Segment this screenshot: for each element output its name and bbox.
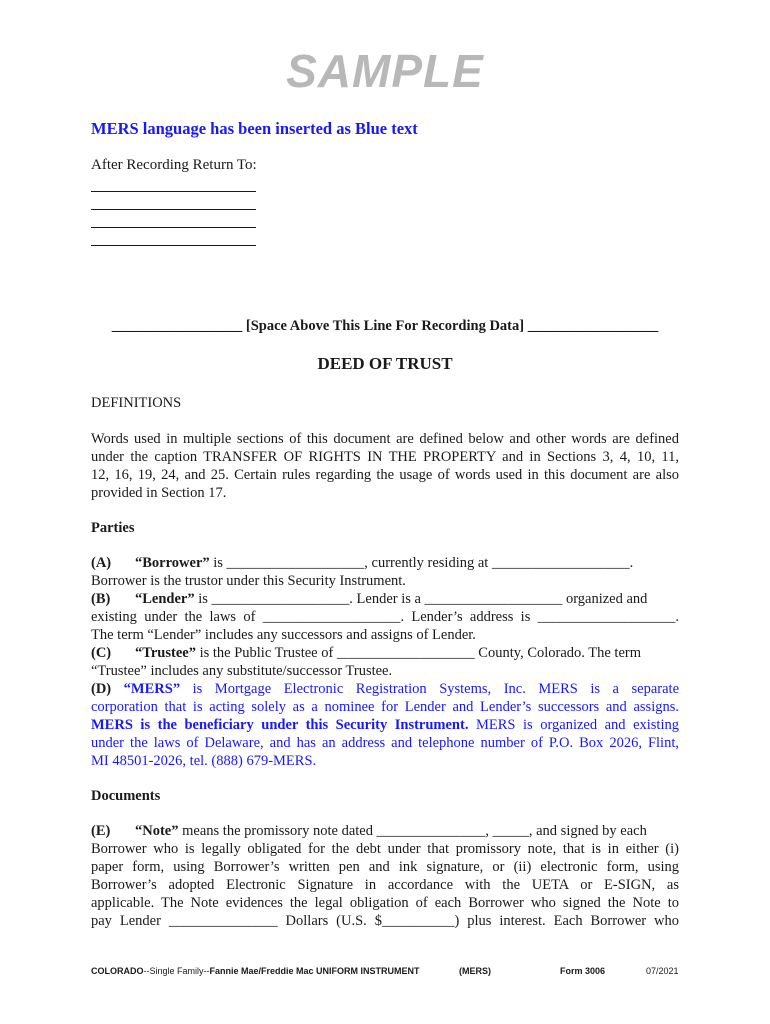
footer-mers: (MERS) [459,966,491,976]
intro-line-1: Words used in multiple sections of this document are defined below and other words are defined [91,431,679,447]
definition-a-line-1 [91,554,679,572]
definition-b-line-2: existing under the laws of ___________________. Lender’s address is ___________________. [91,609,679,625]
document-title: DEED OF TRUST [317,354,453,373]
definition-d-line-5: MI 48501-2026, tel. (888) 679-MERS. [91,753,317,769]
sample-watermark: SAMPLE [286,45,484,97]
intro-line-2: under the caption TRANSFER OF RIGHTS IN THE PROPERTY and in Sections 3, 4, 10, 11, [91,449,679,465]
lender-definition: is ___________________. Lender is a ___________________ organized and [198,591,648,607]
definition-e-line-4: Borrower’s adopted Electronic Signature in accordance with the UETA or E-SIGN, as [91,877,679,893]
mers-language-note: MERS language has been inserted as Blue text [91,119,418,138]
documents-heading: Documents [91,788,161,804]
definition-b-line-1 [91,590,679,608]
definition-e-line-3: paper form, using Borrower’s written pen and ink signature, or (ii) electronic form, using [91,859,679,875]
footer-form-number: Form 3006 [560,966,606,976]
footer-state: COLORADO [91,966,144,976]
definition-e-line-1 [91,822,679,840]
definition-c-line-1 [91,644,679,662]
note-definition: means the promissory note dated _______________, _____, and signed by each [182,823,647,839]
trustee-definition: is the Public Trustee of ___________________ County, Colorado. The term [199,645,642,661]
definition-b-label: (B) [91,591,111,607]
return-address-line [91,227,256,228]
definition-c-line-2: “Trustee” includes any substitute/successor Trustee. [91,663,393,679]
footer-date: 07/2021 [646,966,679,976]
mers-definition: is Mortgage Electronic Registration Systems, Inc. MERS is a separate [192,681,680,697]
note-term: “Note” [135,823,179,839]
definition-e-line-6: pay Lender _______________ Dollars (U.S. $__________) plus interest. Each Borrower who [91,913,679,929]
intro-line-4: provided in Section 17. [91,485,227,501]
footer-instrument [91,966,420,976]
return-address-line [91,245,256,246]
parties-heading: Parties [91,520,135,536]
borrower-definition: is ___________________, currently residing at ___________________. [213,555,634,571]
definition-a-label: (A) [91,555,112,571]
mers-term: “MERS” [123,681,181,697]
definition-e-line-2: Borrower who is legally obligated for the debt under that promissory note, that is in either (i) [91,841,679,857]
definition-c-label: (C) [91,645,112,661]
mers-beneficiary-statement: MERS is the beneficiary under this Security Instrument. [91,717,469,733]
definition-d-line-4: under the laws of Delaware, and has an address and telephone number of P.O. Box 2026, Flint, [91,735,679,751]
definition-d-line-2: corporation that is acting solely as a nominee for Lender and Lender’s successors and assigns. [91,699,679,715]
intro-line-3: 12, 16, 19, 24, and 25. Certain rules regarding the usage of words used in this document are also [91,467,679,483]
return-address-line [91,191,256,192]
definition-e-line-5: applicable. The Note evidences the legal obligation of each Borrower who signed the Note to [91,895,679,911]
footer-product: --Single Family-- [143,966,210,976]
after-recording-label: After Recording Return To: [91,157,257,173]
recording-data-separator: __________________ [Space Above This Line For Recording Data] __________________ [111,318,659,334]
definition-d-line-3 [91,716,679,734]
definition-b-line-3: The term “Lender” includes any successors and assigns of Lender. [91,627,476,643]
footer-instrument-name: Fannie Mae/Freddie Mac UNIFORM INSTRUMENT [209,966,420,976]
definition-d-line-1 [91,680,679,698]
definition-e-label: (E) [91,823,111,839]
trustee-term: “Trustee” [135,645,196,661]
borrower-term: “Borrower” [135,555,210,571]
definition-a-line-2: Borrower is the trustor under this Security Instrument. [91,573,406,589]
lender-term: “Lender” [135,591,195,607]
mers-organized: MERS is organized and existing [475,717,679,733]
return-address-line [91,209,256,210]
definition-d-label: (D) [91,681,112,697]
definitions-heading: DEFINITIONS [91,395,182,411]
